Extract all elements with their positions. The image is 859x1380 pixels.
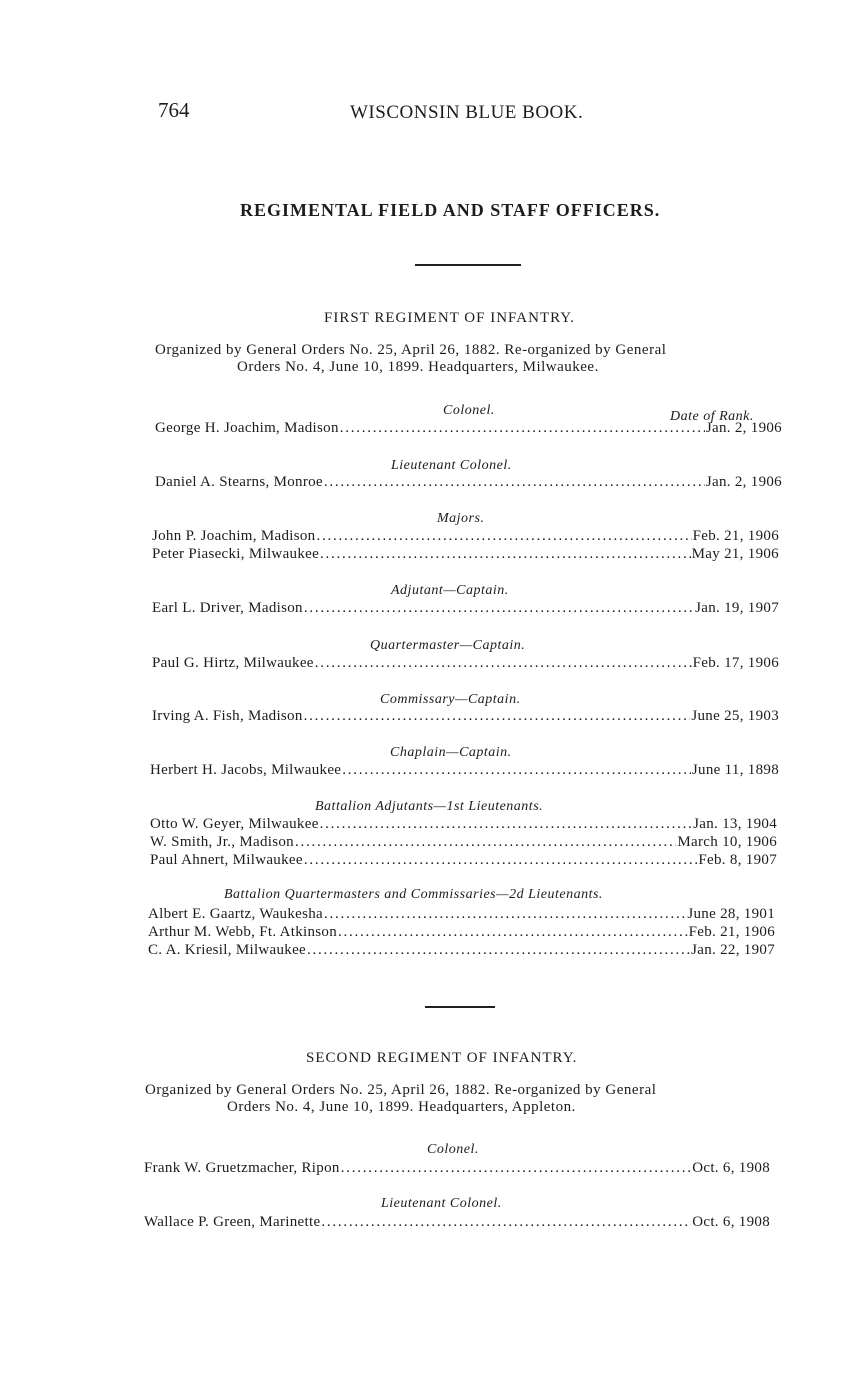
officer-entry [152,655,779,673]
officer-name: Frank W. Gruetzmacher, Ripon [144,1160,340,1176]
rank-date: Jan. 2, 1906 [705,420,782,436]
rank-heading: Majors. [437,511,485,526]
officer-name: Paul G. Hirtz, Milwaukee [152,655,314,671]
leader-dots [324,474,705,491]
rank-date: May 21, 1906 [691,546,779,562]
leader-dots [304,600,694,617]
divider-rule [415,264,521,266]
rank-heading: Battalion Quartermasters and Commissaries—2d Lieutenants. [224,887,603,902]
rank-date: Feb. 21, 1906 [688,924,775,940]
rank-heading: Lieutenant Colonel. [391,458,512,473]
date-of-rank-heading: Date of Rank. [670,409,754,424]
regiment-heading: FIRST REGIMENT OF INFANTRY. [324,310,575,326]
rank-heading: Chaplain—Captain. [390,745,512,760]
rank-date: June 25, 1903 [691,708,779,724]
officer-name: Herbert H. Jacobs, Milwaukee [150,762,342,778]
leader-dots [307,942,690,959]
officer-name: C. A. Kriesil, Milwaukee [148,942,307,958]
leader-dots [338,924,688,941]
officer-entry [152,528,779,546]
rank-date: Feb. 8, 1907 [698,852,777,868]
officer-name: Earl L. Driver, Madison [152,600,303,616]
page-number: 764 [158,98,190,122]
officer-entry [150,852,777,870]
organization-line: Orders No. 4, June 10, 1899. Headquarters, Milwaukee. [237,359,599,375]
leader-dots [304,852,698,869]
leader-dots [316,528,691,545]
rank-date: Jan. 13, 1904 [693,816,777,832]
leader-dots [340,420,705,437]
leader-dots [324,906,686,923]
rank-heading: Battalion Adjutants—1st Lieutenants. [315,799,544,814]
divider-rule [425,1006,495,1008]
officer-name: Daniel A. Stearns, Monroe [155,474,323,490]
page-title: REGIMENTAL FIELD AND STAFF OFFICERS. [240,200,661,220]
officer-entry [150,762,779,780]
leader-dots [320,816,692,833]
leader-dots [295,834,676,851]
leader-dots [341,1160,692,1177]
officer-name: Otto W. Geyer, Milwaukee [150,816,319,832]
rank-date: June 28, 1901 [687,906,775,922]
rank-date: Feb. 17, 1906 [692,655,779,671]
officer-name: Wallace P. Green, Marinette [144,1214,321,1230]
leader-dots [321,1214,691,1231]
officer-name: George H. Joachim, Madison [155,420,339,436]
officer-entry [150,834,777,852]
leader-dots [315,655,692,672]
organization-note [155,342,785,376]
rank-heading: Lieutenant Colonel. [381,1196,502,1211]
officer-entry [152,600,779,618]
organization-line: Organized by General Orders No. 25, April 26, 1882. Re-organized by General [145,1082,657,1098]
rank-heading: Commissary—Captain. [380,692,521,707]
officer-name: Irving A. Fish, Madison [152,708,303,724]
rank-heading: Colonel. [427,1142,479,1157]
officer-name: W. Smith, Jr., Madison [150,834,294,850]
officer-entry [148,906,775,924]
organization-note [145,1082,775,1116]
leader-dots [304,708,691,725]
officer-entry [148,942,775,960]
organization-line: Orders No. 4, June 10, 1899. Headquarters, Appleton. [227,1099,576,1115]
rank-date: Jan. 22, 1907 [691,942,775,958]
rank-date: Jan. 2, 1906 [705,474,782,490]
leader-dots [342,762,691,779]
rank-date: March 10, 1906 [677,834,777,850]
rank-date: Feb. 21, 1906 [692,528,779,544]
officer-entry [144,1214,770,1232]
regiment-heading: SECOND REGIMENT OF INFANTRY. [306,1050,578,1066]
officer-entry [152,708,779,726]
running-title: WISCONSIN BLUE BOOK. [350,102,584,123]
rank-date: Oct. 6, 1908 [692,1214,770,1230]
officer-name: John P. Joachim, Madison [152,528,316,544]
officer-name: Albert E. Gaartz, Waukesha [148,906,323,922]
rank-heading: Adjutant—Captain. [391,583,509,598]
rank-date: Oct. 6, 1908 [692,1160,770,1176]
officer-entry [152,546,779,564]
officer-entry [155,474,782,492]
officer-entry [155,420,782,438]
officer-entry [148,924,775,942]
officer-name: Arthur M. Webb, Ft. Atkinson [148,924,338,940]
officer-name: Peter Piasecki, Milwaukee [152,546,320,562]
rank-date: Jan. 19, 1907 [695,600,779,616]
officer-entry [144,1160,770,1178]
officer-entry [150,816,777,834]
organization-line: Organized by General Orders No. 25, April 26, 1882. Re-organized by General [155,342,667,358]
rank-heading: Colonel. [443,403,495,418]
leader-dots [320,546,691,563]
rank-heading: Quartermaster—Captain. [370,638,526,653]
rank-date: June 11, 1898 [691,762,779,778]
officer-name: Paul Ahnert, Milwaukee [150,852,303,868]
